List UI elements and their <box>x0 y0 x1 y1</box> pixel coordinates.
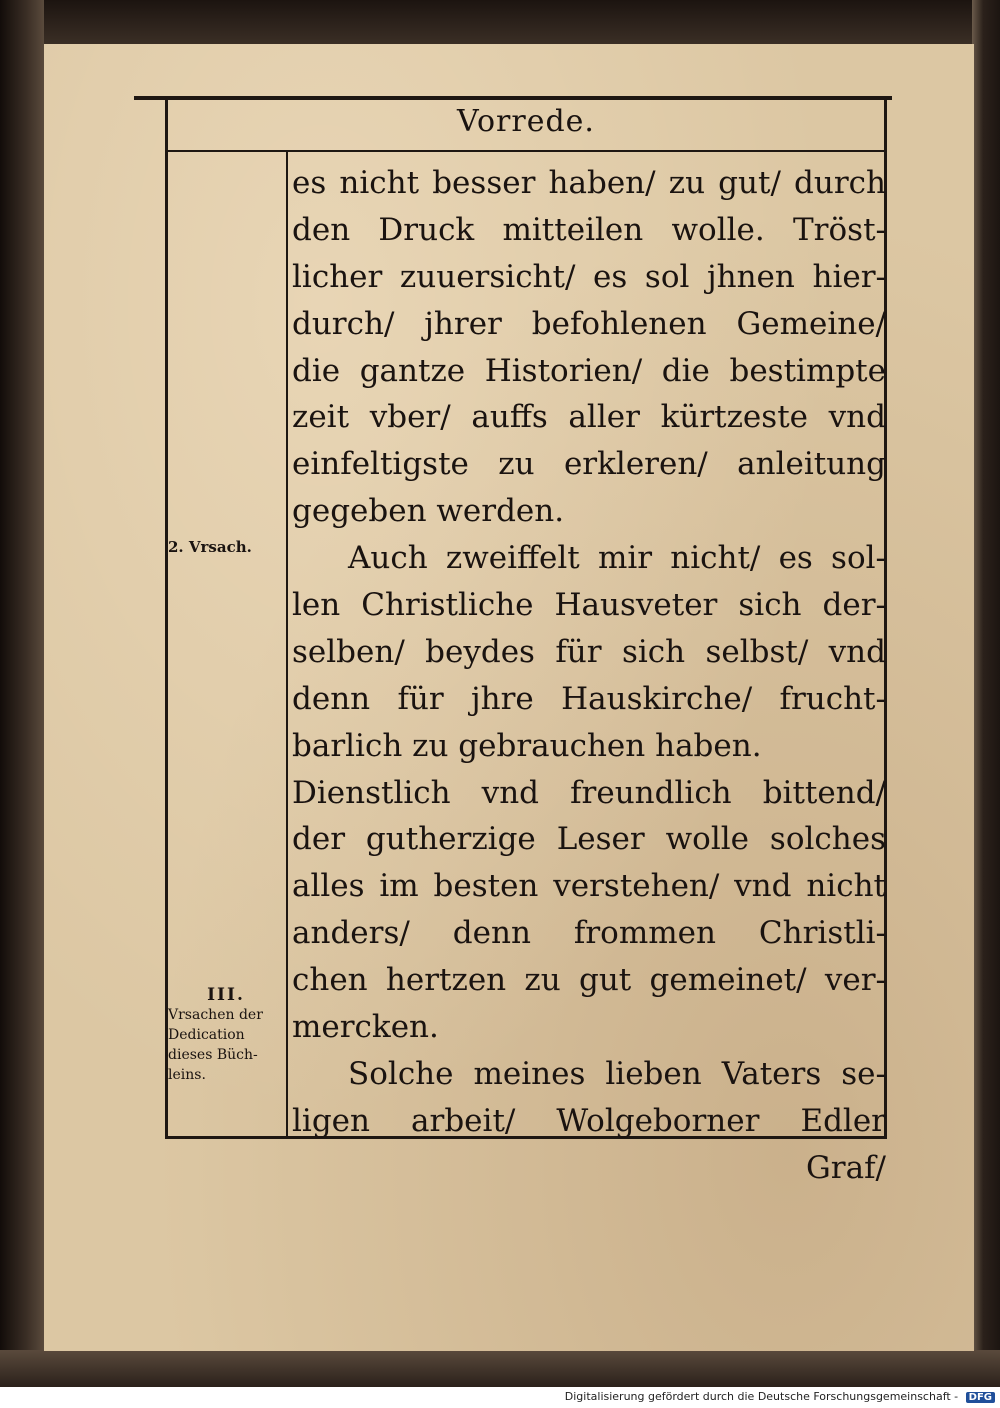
catchword: Graf/ <box>806 1149 886 1186</box>
marginal-numeral: III. <box>207 985 245 1005</box>
marginal-note: 2. Vrsach. <box>168 538 252 556</box>
footer-text: Digitalisierung gefördert durch die Deutsche Forschungsgemeinschaft - <box>564 1390 959 1403</box>
text-line: einfeltigste zu erkleren/ anleitung <box>292 446 886 483</box>
text-line: licher zuuersicht/ es sol jhnen hier- <box>292 258 886 295</box>
book-edge-bottom <box>0 1350 1000 1387</box>
marginal-line: leins. <box>168 1067 206 1083</box>
text-line: Solche meines lieben Vaters se- <box>348 1055 886 1092</box>
marginal-line: dieses Büch- <box>168 1047 258 1063</box>
text-line: len Christliche Hausveter sich der- <box>292 587 886 624</box>
text-line: anders/ denn frommen Christli- <box>292 915 886 952</box>
text-line: der gutherzige Leser wolle solches <box>292 821 886 858</box>
running-head: Vorrede. <box>457 104 595 139</box>
text-line: chen hertzen zu gut gemeinet/ ver- <box>292 962 886 999</box>
dfg-logo-icon: DFG <box>966 1392 995 1403</box>
text-line: den Druck mitteilen wolle. Tröst- <box>292 211 886 248</box>
text-line: durch/ jhrer befohlenen Gemeine/ <box>292 305 886 342</box>
text-line: Dienstlich vnd freundlich bittend/ <box>292 774 886 811</box>
text-line: denn für jhre Hauskirche/ frucht- <box>292 680 886 717</box>
main-text-block <box>292 160 886 1192</box>
marginal-note <box>168 985 284 1085</box>
text-line: barlich zu gebrauchen haben. <box>292 727 762 764</box>
book-edge-right <box>972 0 1000 1387</box>
text-line: es nicht besser haben/ zu gut/ durch <box>292 165 886 201</box>
marginal-line: Vrsachen der <box>168 1007 263 1023</box>
text-line: Auch zweiffelt mir nicht/ es sol- <box>348 540 886 577</box>
text-line: gegeben werden. <box>292 493 565 530</box>
book-edge-top <box>0 0 1000 44</box>
text-line: mercken. <box>292 1009 439 1046</box>
marginal-line: Dedication <box>168 1027 245 1043</box>
text-line: die gantze Historien/ die bestimpte <box>292 352 886 389</box>
digitization-footer <box>0 1390 995 1403</box>
text-line: alles im besten verstehen/ vnd nicht <box>292 868 886 905</box>
margin-column-divider <box>286 152 288 1137</box>
text-line: zeit vber/ auffs aller kürtzeste vnd <box>292 399 886 436</box>
book-edge-left <box>0 0 44 1387</box>
header-rule <box>165 150 887 152</box>
text-line: ligen arbeit/ Wolgeborner Edler <box>292 1102 886 1139</box>
text-line: selben/ beydes für sich selbst/ vnd <box>292 633 886 670</box>
